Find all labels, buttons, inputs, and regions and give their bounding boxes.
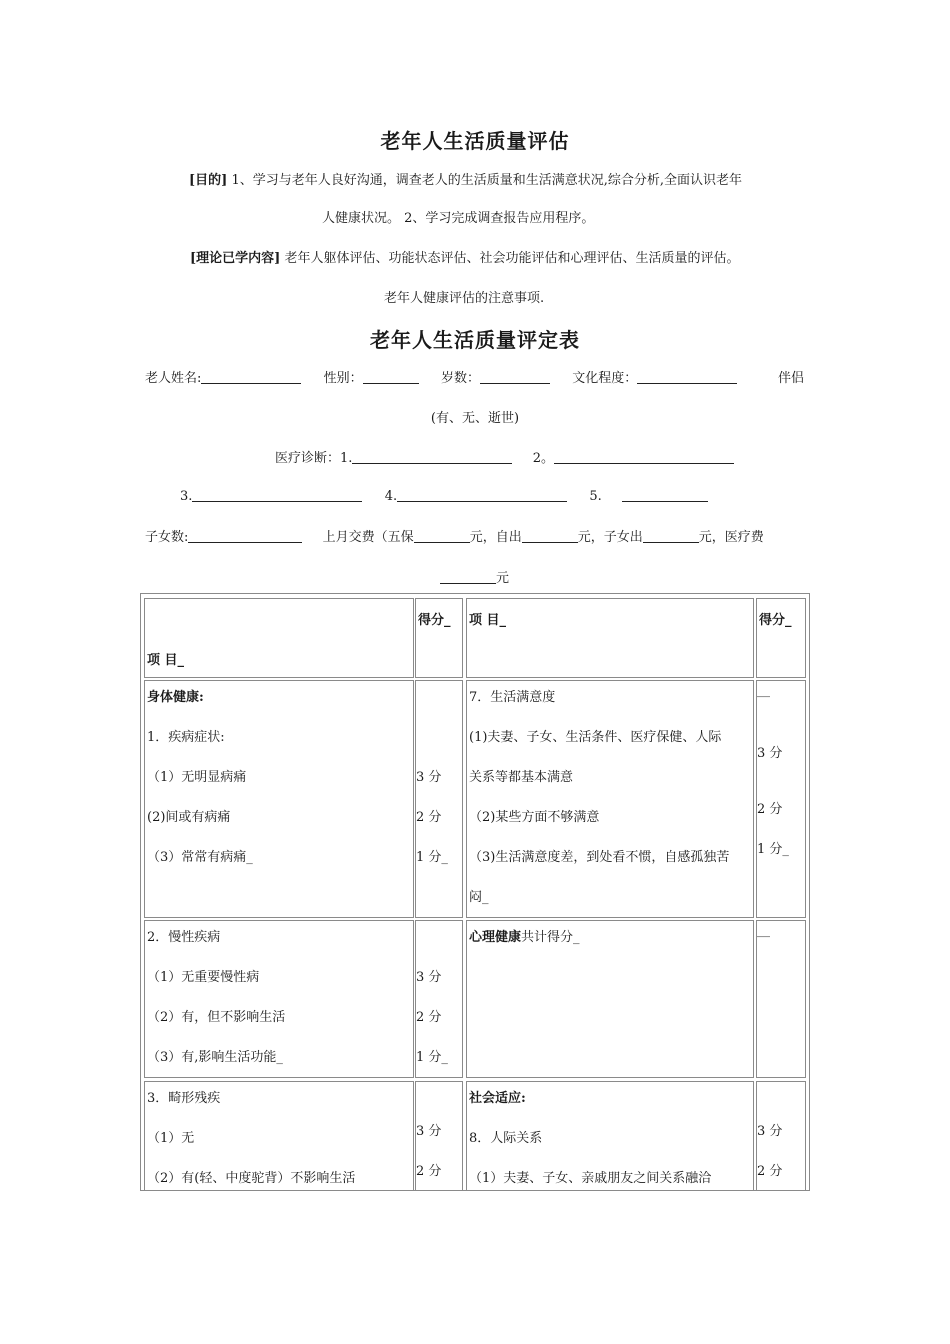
expense-line xyxy=(145,526,764,545)
children-label: 子女数: xyxy=(145,530,189,545)
gender-blank[interactable] xyxy=(363,369,419,384)
row2-right xyxy=(466,920,754,1078)
row1-left-score-1: 2 分 xyxy=(416,810,442,825)
education-label: 文化程度： xyxy=(572,371,638,386)
row3-right-line-0: 社会适应: xyxy=(469,1091,526,1106)
header-score-left xyxy=(415,598,463,678)
expense-line-2 xyxy=(440,567,509,586)
objective-label: [目的] xyxy=(189,173,228,188)
spouse-options: (有、无、逝世) xyxy=(430,411,520,426)
row1-left-line-2: （1）无明显病痛 xyxy=(147,770,247,785)
header-item-left-text: 项 目_ xyxy=(147,653,185,668)
row2-right-score-blank: __ xyxy=(757,923,770,938)
row1-right xyxy=(466,680,754,918)
diagnosis-5-label: 5. xyxy=(589,489,602,504)
theory-line-2: 老年人健康评估的注意事项. xyxy=(384,291,545,306)
diagnosis-line-1 xyxy=(275,447,734,466)
row1-left-line-3: (2)间或有病痛 xyxy=(147,810,231,825)
page-title: 老年人生活质量评估 xyxy=(380,129,570,153)
row1-right-line-3: （2)某些方面不够满意 xyxy=(469,810,600,825)
row1-right-line-2: 关系等都基本满意 xyxy=(469,770,574,785)
row1-left xyxy=(144,680,414,918)
header-item-left xyxy=(144,598,414,678)
diagnosis-2-label: 2。 xyxy=(532,451,554,466)
theory-text-1: 老年人躯体评估、功能状态评估、社会功能评估和心理评估、生活质量的评估。 xyxy=(284,251,740,266)
education-blank[interactable] xyxy=(637,369,737,384)
row1-right-score-2: 1 分_ xyxy=(757,842,789,857)
children-blank[interactable] xyxy=(188,528,302,543)
row1-left-line-0: 身体健康: xyxy=(147,690,204,705)
diagnosis-4-blank[interactable] xyxy=(397,487,567,502)
row3-right-score-0: 3 分 xyxy=(757,1124,783,1139)
row3-right-score-1: 2 分 xyxy=(757,1164,783,1179)
row1-left-score-0: 3 分 xyxy=(416,770,442,785)
spouse-label: 伴侣 xyxy=(778,371,805,386)
objective-line-1 xyxy=(189,169,742,188)
diagnosis-5-blank[interactable] xyxy=(622,487,708,502)
expense-children-label: 元，子女出 xyxy=(577,530,643,545)
expense-self-blank[interactable] xyxy=(522,528,578,543)
row1-right-line-4: （3)生活满意度差，到处看不惯，自感孤独苦 xyxy=(469,850,730,865)
row3-left-line-1: （1）无 xyxy=(147,1131,195,1146)
form-line-basic-info xyxy=(145,367,737,386)
expense-medical-label: 元，医疗费 xyxy=(698,530,764,545)
row3-right-line-2: （1）夫妻、子女、亲戚朋友之间关系融洽 xyxy=(469,1171,712,1186)
diagnosis-line-2 xyxy=(180,487,708,504)
row1-left-score-2: 1 分_ xyxy=(416,850,448,865)
row1-right-line-5: 闷_ xyxy=(469,890,489,905)
row1-right-line-1: (1)夫妻、子女、生活条件、医疗保健、人际 xyxy=(469,730,722,745)
row3-left-score-1: 2 分 xyxy=(416,1164,442,1179)
header-score-right-text: 得分_ xyxy=(759,613,792,628)
row2-left-line-1: （1）无重要慢性病 xyxy=(147,970,260,985)
objective-text-1: 1、学习与老年人良好沟通，调查老人的生活质量和生活满意状况,综合分析,全面认识老年 xyxy=(231,173,742,188)
psych-health-label: 心理健康 xyxy=(469,930,522,945)
row1-right-score-1: 2 分 xyxy=(757,802,783,817)
psych-health-total: 共计得分_ xyxy=(521,930,580,945)
name-blank[interactable] xyxy=(201,369,301,384)
header-score-left-text: 得分_ xyxy=(418,613,451,628)
diagnosis-1-blank[interactable] xyxy=(352,449,512,464)
row3-left-score-0: 3 分 xyxy=(416,1124,442,1139)
expense-children-blank[interactable] xyxy=(643,528,699,543)
header-score-right xyxy=(756,598,806,678)
expense-medical-blank[interactable] xyxy=(440,569,496,584)
row2-left-score-1: 2 分 xyxy=(416,1010,442,1025)
expense-unit: 元 xyxy=(496,571,510,586)
row3-left-line-2: （2）有(轻、中度驼背）不影响生活 xyxy=(147,1171,356,1186)
diagnosis-label: 医疗诊断：1. xyxy=(275,451,353,466)
row1-right-scores xyxy=(756,680,806,918)
theory-line-1 xyxy=(190,247,739,266)
quality-of-life-table xyxy=(140,593,810,1191)
row2-left xyxy=(144,920,414,1078)
row2-left-line-0: 2．慢性疾病 xyxy=(147,930,221,945)
diagnosis-4-label: 4. xyxy=(384,489,398,504)
row3-left-line-0: 3．畸形残疾 xyxy=(147,1091,221,1106)
expense-wubao-blank[interactable] xyxy=(414,528,470,543)
row3-right xyxy=(466,1081,754,1191)
row1-left-line-4: （3）常常有病痛_ xyxy=(147,850,253,865)
diagnosis-2-blank[interactable] xyxy=(554,449,734,464)
row3-left-scores xyxy=(415,1081,463,1191)
theory-label: [理论已学内容] xyxy=(190,251,281,266)
name-label: 老人姓名: xyxy=(145,371,202,386)
objective-line-2: 人健康状况。 2、学习完成调查报告应用程序。 xyxy=(322,211,595,226)
row3-right-line-1: 8．人际关系 xyxy=(469,1131,543,1146)
gender-label: 性别： xyxy=(323,371,363,386)
diagnosis-3-label: 3. xyxy=(180,489,193,504)
diagnosis-3-blank[interactable] xyxy=(192,487,362,502)
header-item-right-text: 项 目_ xyxy=(469,613,507,628)
expense-self-label: 元，自出 xyxy=(469,530,522,545)
age-label: 岁数： xyxy=(440,371,480,386)
row2-left-score-2: 1 分_ xyxy=(416,1050,448,1065)
row2-left-score-0: 3 分 xyxy=(416,970,442,985)
header-item-right xyxy=(466,598,754,678)
row2-left-line-2: （2）有，但不影响生活 xyxy=(147,1010,286,1025)
row3-right-scores xyxy=(756,1081,806,1191)
row2-right-scores xyxy=(756,920,806,1078)
row2-left-scores xyxy=(415,920,463,1078)
form-title: 老年人生活质量评定表 xyxy=(370,328,580,352)
row1-right-score-blank: __ xyxy=(757,683,770,698)
row2-left-line-3: （3）有,影响生活功能_ xyxy=(147,1050,283,1065)
row1-left-line-1: 1．疾病症状: xyxy=(147,730,225,745)
age-blank[interactable] xyxy=(480,369,550,384)
row2-right-line xyxy=(469,926,580,945)
row1-right-line-0: 7．生活满意度 xyxy=(469,690,556,705)
row1-left-scores xyxy=(415,680,463,918)
expense-wubao-label: 上月交费（五保 xyxy=(322,530,414,545)
row1-right-score-0: 3 分 xyxy=(757,746,783,761)
row3-left xyxy=(144,1081,414,1191)
